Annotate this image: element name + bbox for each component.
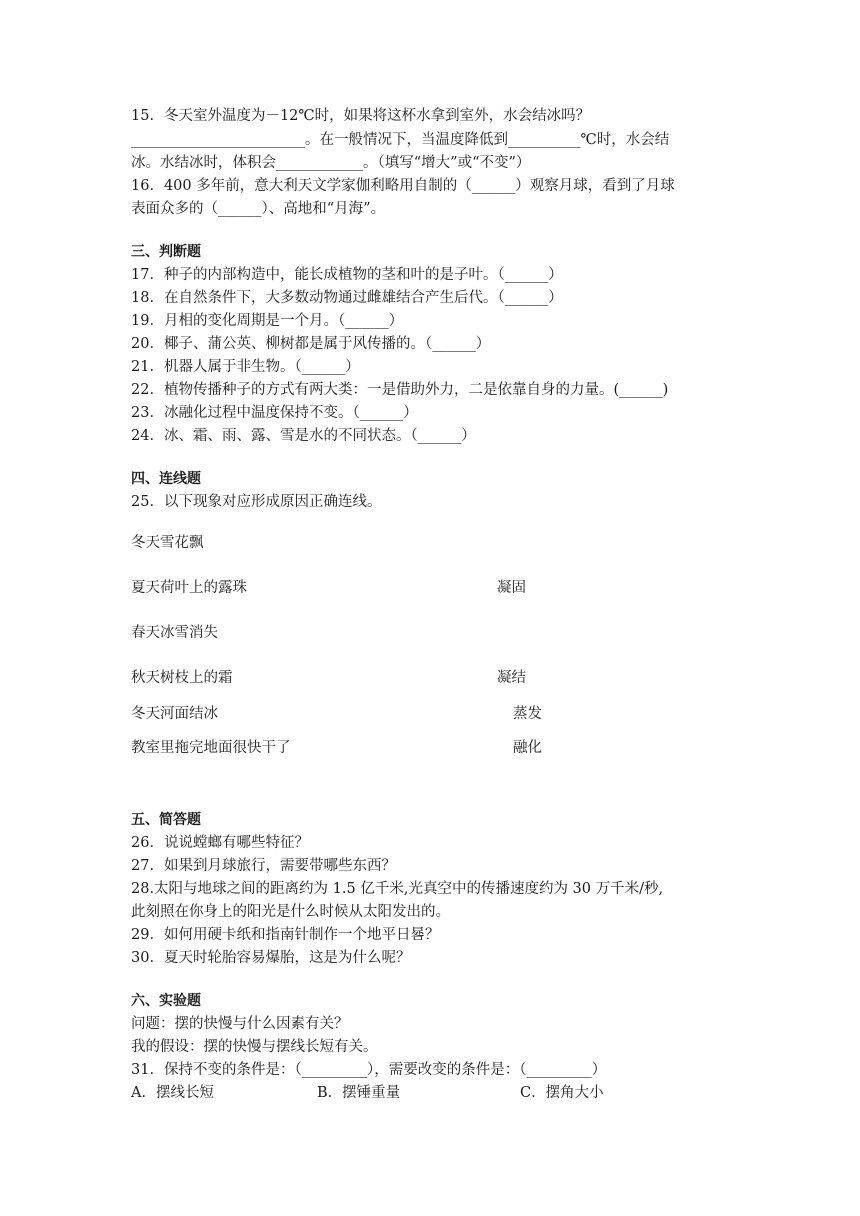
q20: 20．椰子、蒲公英、柳树都是属于风传播的。（______） bbox=[131, 336, 491, 352]
section6-heading: 六、实验题 bbox=[131, 993, 201, 1009]
q22: 22．植物传播种子的方式有两大类：一是借助外力，二是依靠自身的力量。(______) bbox=[131, 382, 669, 398]
experiment-problem: 问题：摆的快慢与什么因素有关？ bbox=[131, 1016, 349, 1032]
match-right-1: 凝固 bbox=[497, 580, 526, 596]
q23: 23．冰融化过程中温度保持不变。（______） bbox=[131, 405, 418, 421]
q21: 21．机器人属于非生物。（______） bbox=[131, 359, 360, 375]
experiment-hypothesis: 我的假设：摆的快慢与摆线长短有关。 bbox=[131, 1039, 378, 1055]
q15-line1: 15．冬天室外温度为－12℃时，如果将这杯水拿到室外，水会结冰吗？ bbox=[131, 108, 591, 124]
q30: 30．夏天时轮胎容易爆胎，这是为什么呢？ bbox=[131, 950, 411, 966]
match-right-4: 融化 bbox=[513, 740, 542, 756]
q29: 29．如何用硬卡纸和指南针制作一个地平日晷？ bbox=[131, 927, 440, 943]
q19: 19．月相的变化周期是一个月。（______） bbox=[131, 313, 404, 329]
section3-heading: 三、判断题 bbox=[131, 244, 201, 260]
section5-heading: 五、简答题 bbox=[131, 812, 201, 828]
q15-line2: ________________________。在一般情况下，当温度降低到__________℃时，水会结 bbox=[131, 132, 670, 148]
match-right-3: 蒸发 bbox=[513, 706, 542, 722]
q16-line1: 16．400 多年前，意大利天文学家伽利略用自制的（______）观察月球，看到了月球 bbox=[131, 178, 675, 194]
match-left-6: 教室里拖完地面很快干了 bbox=[131, 740, 291, 756]
q15-line3: 冰。水结冰时，体积会____________。（填写“增大”或“不变”） bbox=[131, 155, 531, 171]
match-left-4: 秋天树枝上的霜 bbox=[131, 670, 233, 686]
q18: 18．在自然条件下，大多数动物通过雌雄结合产生后代。（______） bbox=[131, 290, 563, 306]
q17: 17．种子的内部构造中，能长成植物的茎和叶的是子叶。（______） bbox=[131, 267, 563, 283]
q24: 24．冰、霜、雨、露、雪是水的不同状态。（______） bbox=[131, 428, 476, 444]
match-right-2: 凝结 bbox=[497, 670, 526, 686]
q25: 25．以下现象对应形成原因正确连线。 bbox=[131, 494, 382, 510]
q27: 27．如果到月球旅行，需要带哪些东西？ bbox=[131, 858, 396, 874]
match-left-3: 春天冰雪消失 bbox=[131, 625, 218, 641]
q31-option-b: B．摆锤重量 bbox=[317, 1085, 401, 1101]
q31-option-a: A．摆线长短 bbox=[131, 1085, 214, 1101]
q28-line2: 此刻照在你身上的阳光是什么时候从太阳发出的。 bbox=[131, 904, 450, 920]
q28-line1: 28.太阳与地球之间的距离约为 1.5 亿千米,光真空中的传播速度约为 30 万千米/秒, bbox=[131, 881, 664, 897]
section4-heading: 四、连线题 bbox=[131, 471, 201, 487]
match-left-5: 冬天河面结冰 bbox=[131, 706, 218, 722]
q31: 31．保持不变的条件是：（_________），需要改变的条件是：（_________） bbox=[131, 1062, 607, 1078]
match-left-1: 冬天雪花飘 bbox=[131, 535, 204, 551]
match-left-2: 夏天荷叶上的露珠 bbox=[131, 580, 247, 596]
q31-option-c: C．摆角大小 bbox=[520, 1085, 604, 1101]
q26: 26．说说螳螂有哪些特征？ bbox=[131, 835, 309, 851]
q16-line2: 表面众多的（______）、高地和“月海”。 bbox=[131, 201, 386, 217]
